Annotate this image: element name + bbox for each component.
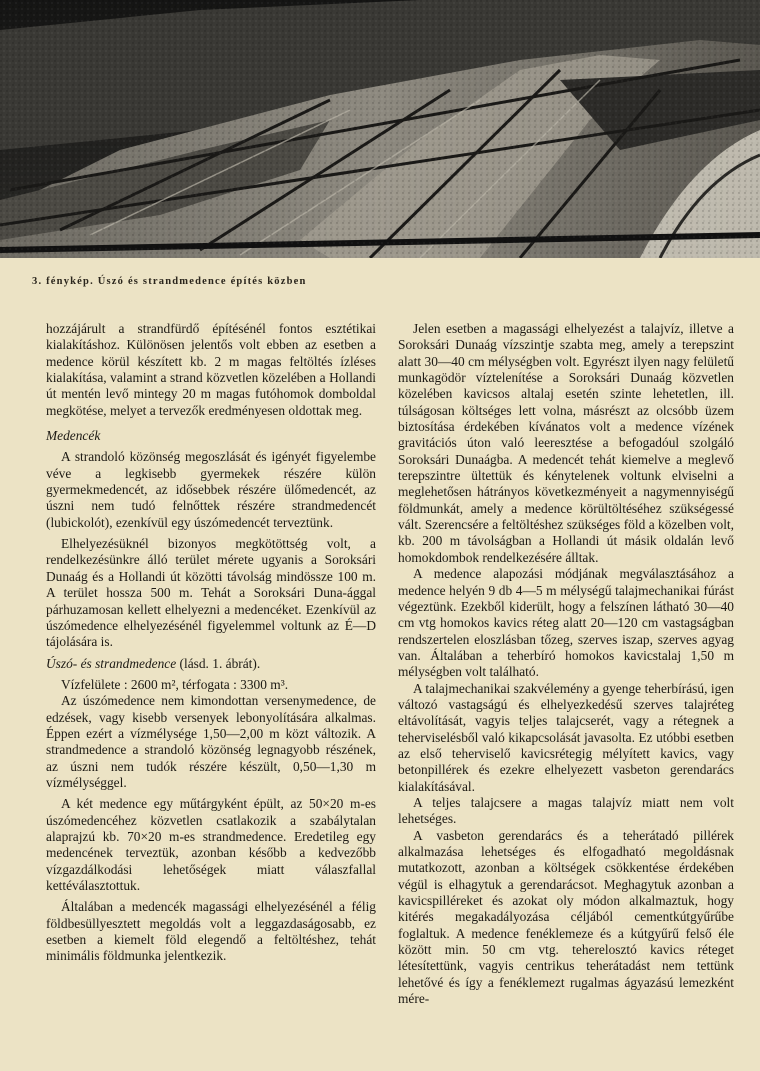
paragraph: Az úszómedence nem kimondottan versenymedence, de edzések, vagy kisebb versenyek lebonyolítására alkalmas. Éppen ezért a vízmélysége 1,50—2,00 m közt változik. A strandmedence a strandoló közönség legnagyobb részének, az úszni nem tudók részére készült, 0,50—1,30 m vízmélységgel. bbox=[46, 693, 376, 790]
construction-photo bbox=[0, 0, 760, 258]
paragraph: A két medence egy műtárgyként épült, az 50×20 m-es úszómedencéhez közvetlen csatlakozik a szabálytalan alaprajzú kb. 70×20 m-es strandmedence. Eredetileg egy medencének terveztük, azonban később a kedvezőbb vízgazdálkodási lehetőségek miatt válaszfallal kettéválasztottuk. bbox=[46, 796, 376, 893]
subsection-heading-title: Úszó- és strandmedence bbox=[46, 655, 177, 671]
left-column bbox=[46, 321, 376, 965]
photo-image bbox=[0, 0, 760, 258]
paragraph: Általában a medencék magassági elhelyezésénél a félig földbesüllyesztett megoldás volt a leggazdaságosabb, ez esetben a kiemelt föld elegendő a feltöltéshez, tehát minimális földmunka jelentkezik. bbox=[46, 899, 376, 964]
section-heading-medencek: Medencék bbox=[46, 428, 101, 444]
subsection-heading bbox=[46, 656, 376, 672]
paragraph: A strandoló közönség megoszlását és igényét figyelembe véve a legkisebb gyermekek részére külön gyermekmedencét, az idősebbek részére ülőmedencét, az úszni nem tudó felnőttek részére strandmedencét (lubickolót), ezenkívül egy úszómedencét terveztünk. bbox=[46, 449, 376, 530]
subsection-heading-ref: (lásd. 1. ábrát). bbox=[176, 655, 261, 671]
photo-caption: 3. fénykép. Úszó és strandmedence építés közben bbox=[32, 276, 307, 287]
paragraph: Jelen esetben a magassági elhelyezést a talajvíz, illetve a Soroksári Dunaág vízszintje szabta meg, amely a terepszint alatt 30—40 cm mélységben volt. Egyrészt ilyen nagy felületű munkagödör víztelenítése a Soroksári Dunaág közvetlen közelében kavicsos altalaj esetén szinte lehetetlen, ill. túlságosan költséges lett volna, másrészt az olcsóbb üzem biztosítása érdekében kívánatos volt a medence vízének gravitációs úton való leeresztése a befogadóul szolgáló Soroksári Dunaágba. A medencét tehát kiemelve a meglevő terepszintre ültettük és kénytelenek voltunk elviselni a meglehetősen hátrányos következményeit a nagymennyiségű földmunkát, amely a medence körültöltéséhez szükségessé vált. Szerencsére a feltöltéshez szükséges föld a közelben volt, kb. 200 m távolságban a Hollandi út másik oldalán levő homokdombok rendelkezésére álltak. bbox=[398, 321, 734, 565]
paragraph: A talajmechanikai szakvélemény a gyenge teherbírású, igen változó vastagságú és elhelyezkedésű szerves talajréteg eltávolítását, vagyis teljes talajcserét, vagy a rétegnek a teherviselésből való kikapcsolását javasolta. Ez utóbbi esetben az első teherviselő kavicsrétegig mélyített kavics, vagy betonpillérek és ezekre elhelyezett vasbeton gerendarács kialakításával. bbox=[398, 680, 734, 794]
paragraph: A teljes talajcsere a magas talajvíz miatt nem volt lehetséges. bbox=[398, 794, 734, 827]
paragraph: Elhelyezésüknél bizonyos megkötöttség volt, a rendelkezésünkre álló terület mérete ugyanis a Soroksári Dunaág és a Hollandi út közötti távolság mindössze 100 m. A terület hossza 500 m. Tehát a Soroksári Duna-ággal párhuzamosan kellett elhelyezni a medencéket. Ezenkívül az úszómedence elhelyezésénél figyelemmel voltunk az É—D tájolására is. bbox=[46, 536, 376, 650]
paragraph: hozzájárult a strandfürdő építésénél fontos esztétikai kialakításhoz. Különösen jelentős volt ebben az esetben a medence körül készített kb. 2 m magas feltöltés ízléses kialakítása, valamint a strand közvetlen közelében a Hollandi út mentén levő mintegy 20 m magas futóhomok domboldal megkötése, melyet a tervezők eredményesen oldottak meg. bbox=[46, 321, 376, 418]
surface-volume-line: Vízfelülete : 2600 m², térfogata : 3300 m³. bbox=[61, 676, 289, 692]
paragraph: A vasbeton gerendarács és a teherátadó pillérek alkalmazása lehetséges és elfogadható megoldásnak mutatkozott, azonban a költségek csökkentése érdekében végül is elhagytuk a gerendarácsot. Meghagytuk azonban a kavicspilléreket és azokat oly módon alkalmaztuk, hogy kitérés megakadályozása céljából cementkútgyűrűbe foglaltuk. A medence fenéklemeze és a kútgyűrű felső éle között min. 50 cm vtg. teherelosztó kavics réteget létesítettünk, vagyis centrikus teherátadást nem tettünk lehetővé és így a fenéklemezt rugalmas ágyazású lemezként mére- bbox=[398, 827, 734, 1007]
right-column bbox=[398, 321, 734, 1007]
paragraph: A medence alapozási módjának megválasztásához a medence helyén 9 db 4—5 m mélységű talajmechanikai fúrást végeztünk. Ezekből kiderült, hogy a felszínen látható 30—40 cm vtg homokos kavics réteg alatt 20—120 cm vastagságban rendszertelen eloszlásban tőzeg, szerves iszap, szerves agyag van. Általában a teherbíró homokos kavicstalaj 1,50 m mélységben volt található. bbox=[398, 566, 734, 680]
